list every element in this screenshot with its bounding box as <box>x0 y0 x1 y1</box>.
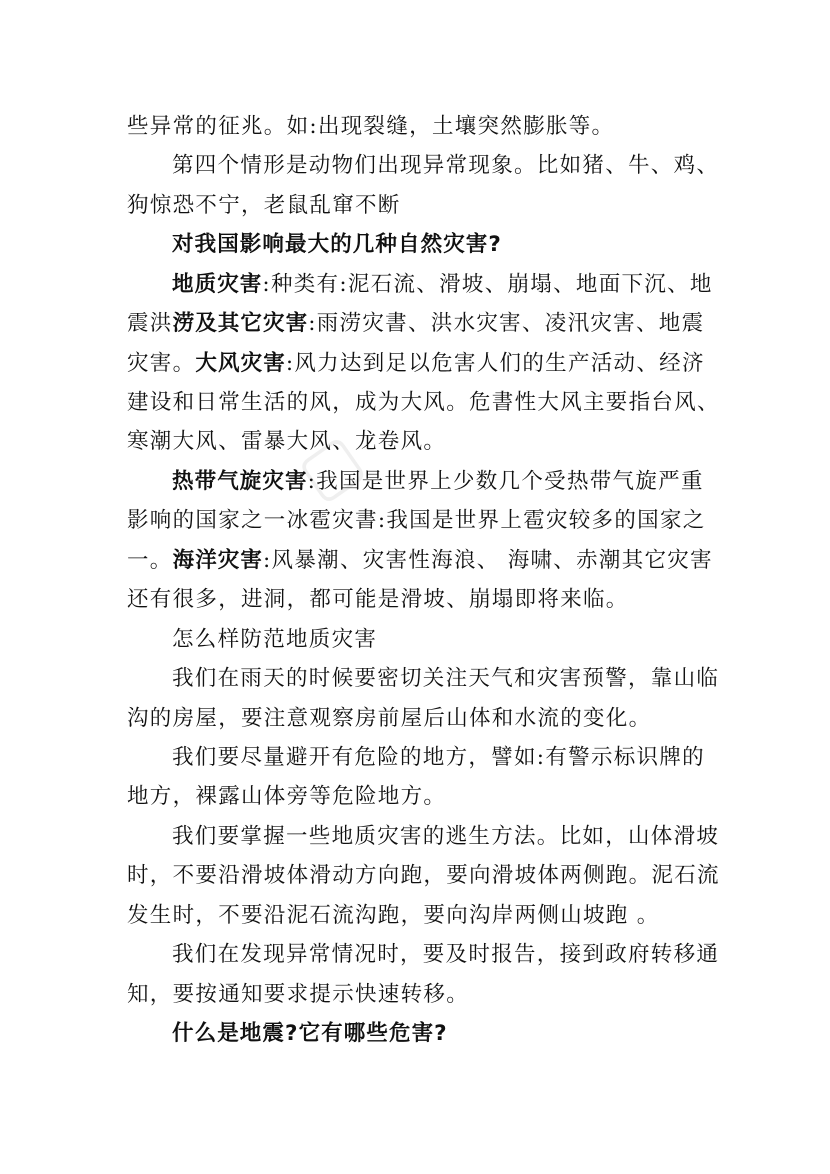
text-run: 我们在发现异常情况时，要及时报告，接到政府转移通 <box>172 942 720 967</box>
text-run: 狗惊恐不宁，老鼠乱窜不断 <box>127 193 401 218</box>
paragraph-line <box>127 387 830 419</box>
text-run: 一。 <box>127 548 173 573</box>
watermark: ▢ <box>284 419 377 515</box>
paragraph-line <box>172 269 830 301</box>
text-run: :我国是世界上雹灾较多的国家之 <box>377 508 706 533</box>
paragraph-line <box>172 821 830 853</box>
text-run: :种类有:泥石流、滑坡、崩塌、地面下沉、地 <box>262 272 713 297</box>
text-run: 发生时，不要沿泥石流沟跑，要向沟岸两侧山坡跑 。 <box>127 903 660 928</box>
text-run: 灾害。 <box>127 351 196 376</box>
paragraph-line <box>127 979 830 1011</box>
text-run: 地方，裸露山体旁等危险地方。 <box>127 784 447 809</box>
section-heading <box>172 229 830 261</box>
paragraph-line <box>127 545 830 577</box>
bold-term: 涝及其它灾害 <box>172 311 309 336</box>
text-run: :风力达到足以危害人们的生产活动、经济 <box>285 351 705 376</box>
paragraph-line <box>127 781 830 813</box>
text-run: 知，要按通知要求提示快速转移。 <box>127 982 470 1007</box>
text-run: :我国是世界上少数几个受热带气旋严重 <box>307 469 704 494</box>
paragraph-line <box>127 584 830 616</box>
text-run: 我们要尽量避开有危险的地方，譬如:有警示标识牌的 <box>172 745 705 770</box>
paragraph-line <box>172 939 830 971</box>
paragraph-line <box>172 663 830 695</box>
paragraph-line <box>127 860 830 892</box>
text-run: 时，不要沿滑坡体滑动方向跑，要向滑坡体两侧跑。泥石流 <box>127 863 720 888</box>
bold-term: 什么是地震?它有哪些危害? <box>172 1021 448 1046</box>
text-run: 影响的国家之一冰雹灾書 <box>127 508 378 533</box>
text-run: :风暴潮、灾害性海浪、 海啸、赤潮其它灾害 <box>263 548 713 573</box>
section-heading <box>172 624 830 656</box>
section-heading <box>172 1018 830 1050</box>
text-run: 还有很多，进洞，都可能是滑坡、崩塌即将来临。 <box>127 587 629 612</box>
paragraph-line <box>127 703 830 735</box>
text-run: 怎么样防范地质灾害 <box>172 627 378 652</box>
paragraph-line <box>172 150 830 182</box>
paragraph-line <box>127 900 830 932</box>
text-run: 沟的房屋，要注意观察房前屋后山体和水流的变化。 <box>127 706 652 731</box>
text-run: :雨涝灾書、洪水灾害、凌汛灾害、地震 <box>308 311 705 336</box>
paragraph-line <box>127 308 830 340</box>
text-run: 第四个情形是动物们出现异常现象。比如猪、牛、鸡、 <box>172 153 720 178</box>
bold-term: 大风灾害 <box>195 351 286 376</box>
bold-term: 热带气旋灾害 <box>172 469 308 494</box>
text-run: 些异常的征兆。如:出现裂缝，土壤突然膨胀等。 <box>127 114 615 139</box>
paragraph-line <box>127 426 830 458</box>
bold-term: 地质灾害 <box>172 272 263 297</box>
text-run: 建设和日常生活的风，成为大风。危書性大风主要指台风、 <box>127 390 720 415</box>
paragraph-line <box>127 111 830 143</box>
text-run: 震洪 <box>127 311 173 336</box>
text-run: 我们要掌握一些地质灾害的逃生方法。比如，山体滑坡 <box>172 824 720 849</box>
bold-term: 对我国影响最大的几种自然灾害? <box>172 232 502 257</box>
paragraph-line <box>172 742 830 774</box>
paragraph-line <box>127 348 830 380</box>
bold-term: 海洋灾害 <box>172 548 264 573</box>
paragraph-line <box>172 466 830 498</box>
paragraph-line <box>127 505 830 537</box>
text-run: 寒潮大风、雷暴大风、龙卷风。 <box>127 429 447 454</box>
paragraph-line <box>127 190 830 222</box>
text-run: 我们在雨天的时候要密切关注天气和灾害预警，靠山临 <box>172 666 720 691</box>
